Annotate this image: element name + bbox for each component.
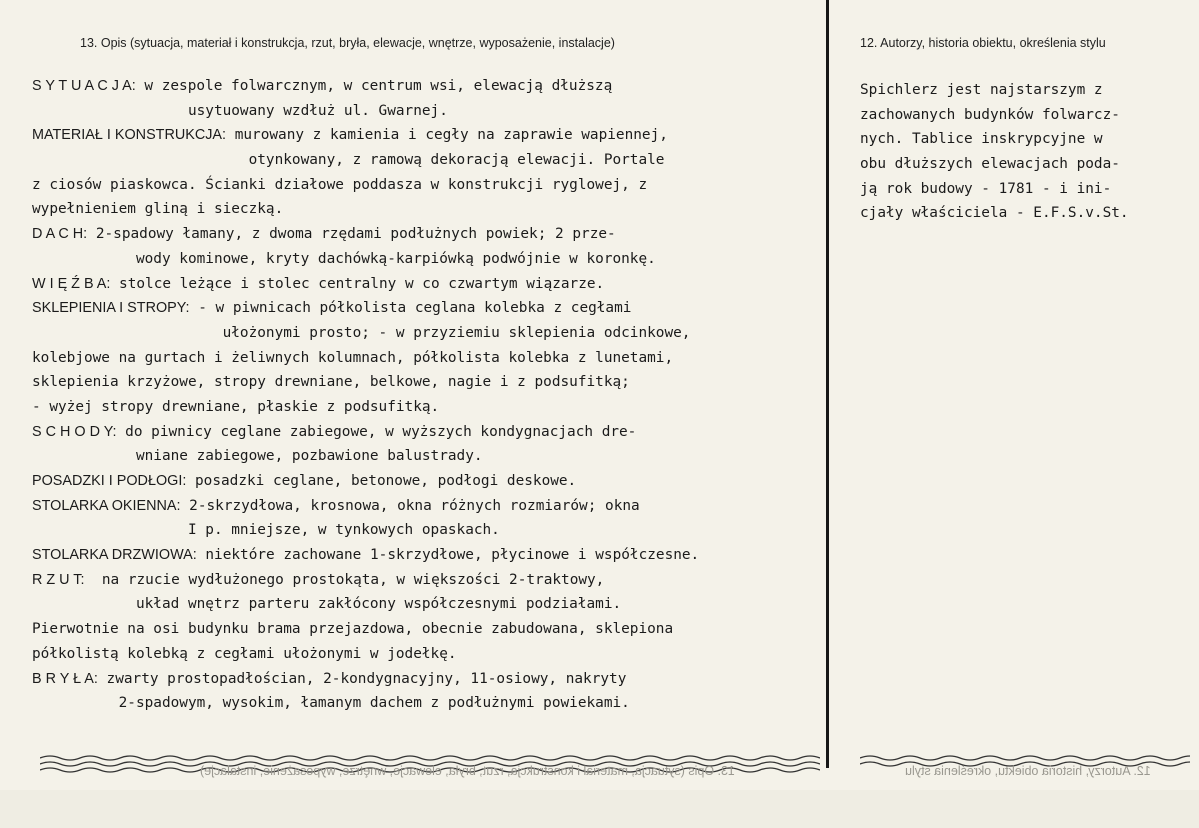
description-line [32, 247, 822, 272]
section-label: STOLARKA OKIENNA: [32, 497, 181, 514]
history-line: Spichlerz jest najstarszym z [860, 82, 1103, 98]
description-line-text: ułożonymi prosto; - w przyziemiu sklepienia odcinkowe, [32, 324, 691, 341]
description-line-text: układ wnętrz parteru zakłócony współczesnymi podziałami. [32, 596, 622, 613]
page-bottom-strip [0, 790, 1199, 828]
description-line-text: w zespole folwarcznym, w centrum wsi, elewacją dłuższą [135, 78, 613, 94]
description-line-text: kolebjowe na gurtach i żeliwnych kolumnach, półkolista kolebka z lunetami, [32, 349, 674, 366]
section-label: B R Y Ł A: [32, 670, 98, 687]
description-line [32, 444, 822, 469]
description-line-text: 2-skrzydłowa, krosnowa, okna różnych rozmiarów; okna [180, 497, 640, 514]
description-line [32, 667, 822, 692]
mirrored-header-left: 13. Opis (sytuacja, materiał i konstrukcja, rzut, bryła, elewacje, wnętrze, wyposażenie, instalacje) [200, 764, 735, 778]
description-line-text: Pierwotnie na osi budynku brama przejazdowa, obecnie zabudowana, sklepiona [32, 621, 674, 638]
description-line-text: wniane zabiegowe, pozbawione balustrady. [32, 448, 483, 465]
description-line [32, 296, 822, 321]
column-divider [826, 0, 829, 768]
description-line-text: I p. mniejsze, w tynkowych opaskach. [32, 522, 500, 539]
section-label: MATERIAŁ I KONSTRUKCJA: [32, 127, 227, 144]
description-line-text: zwarty prostopadłościan, 2-kondygnacyjny, 11-osiowy, nakryty [97, 670, 627, 687]
section-label: POSADZKI I PODŁOGI: [32, 473, 187, 489]
description-line-text: do piwnicy ceglane zabiegowe, w wyższych kondygnacjach dre- [116, 423, 637, 440]
section-label: D A C H: [32, 226, 88, 243]
description-line-text: wody kominowe, kryty dachówką-karpiówką podwójnie w koronkę. [32, 250, 656, 267]
section-label: STOLARKA DRZWIOWA: [32, 547, 197, 564]
description-line-text: otynkowany, z ramową dekoracją elewacji. Portale [32, 152, 665, 169]
section-12-header: 12. Autorzy, historia obiektu, określenia stylu [860, 36, 1106, 50]
section-label: S Y T U A C J A: [32, 78, 136, 94]
description-line [32, 99, 822, 124]
description-line-text: z ciosów piaskowca. Ścianki działowe poddasza w konstrukcji ryglowej, z [32, 176, 648, 193]
description-line [32, 272, 822, 297]
history-line: zachowanych budynków folwarcz- [860, 106, 1120, 123]
description-line-text: niektóre zachowane 1-skrzydłowe, płycinowe i współczesne. [196, 547, 700, 564]
description-line-text: murowany z kamienia i cegły na zaprawie wapiennej, [226, 127, 668, 144]
mirrored-header-right: 12. Autorzy, historia obiektu, określenia stylu [905, 764, 1151, 778]
description-line [32, 321, 822, 346]
history-line: ją rok budowy - 1781 - i ini- [860, 180, 1112, 197]
description-line-text: wypełnieniem gliną i sieczką. [32, 201, 284, 218]
description-line [32, 222, 822, 247]
description-line [32, 691, 822, 716]
description-line [32, 346, 822, 371]
description-line [32, 592, 822, 617]
history-line: obu dłuższych elewacjach poda- [860, 156, 1120, 173]
description-line-text: sklepienia krzyżowe, stropy drewniane, belkowe, nagie i z podsufitką; [32, 374, 630, 391]
description-line [32, 543, 822, 568]
history-line: cjały właściciela - E.F.S.v.St. [860, 205, 1129, 222]
description-line [32, 568, 822, 593]
description-line [32, 74, 822, 99]
history-text [860, 78, 1190, 226]
description-text [32, 74, 822, 716]
description-line [32, 197, 822, 222]
description-line-text: - w piwnicach półkolista ceglana kolebka z cegłami [189, 300, 632, 317]
description-line [32, 469, 822, 494]
description-line [32, 173, 822, 198]
description-line [32, 642, 822, 667]
description-line [32, 395, 822, 420]
description-line [32, 370, 822, 395]
description-line-text: posadzki ceglane, betonowe, podłogi deskowe. [186, 473, 577, 489]
description-line [32, 617, 822, 642]
history-line: nych. Tablice inskrypcyjne w [860, 131, 1103, 148]
description-line [32, 420, 822, 445]
description-line-text: stolce leżące i stolec centralny w co czwartym wiązarze. [110, 275, 605, 292]
description-line-text: 2-spadowym, wysokim, łamanym dachem z podłużnymi powiekami. [32, 695, 630, 712]
section-label: S C H O D Y: [32, 423, 117, 440]
description-line [32, 494, 822, 519]
description-line-text: na rzucie wydłużonego prostokąta, w większości 2-traktowy, [84, 571, 605, 588]
description-line-text: - wyżej stropy drewniane, płaskie z podsufitką. [32, 398, 440, 415]
description-line-text: półkolistą kolebką z cegłami ułożonymi w jodełkę. [32, 645, 457, 662]
description-line-text: usytuowany wzdłuż ul. Gwarnej. [32, 102, 448, 119]
description-line [32, 148, 822, 173]
description-line [32, 518, 822, 543]
description-line [32, 123, 822, 148]
section-label: SKLEPIENIA I STROPY: [32, 300, 190, 317]
section-13-header: 13. Opis (sytuacja, materiał i konstrukcja, rzut, bryła, elewacje, wnętrze, wyposażenie, instalacje) [80, 36, 615, 50]
description-line-text: 2-spadowy łamany, z dwoma rzędami podłużnych powiek; 2 prze- [87, 226, 616, 243]
section-label: W I Ę Ź B A: [32, 275, 111, 292]
section-label: R Z U T: [32, 571, 85, 588]
